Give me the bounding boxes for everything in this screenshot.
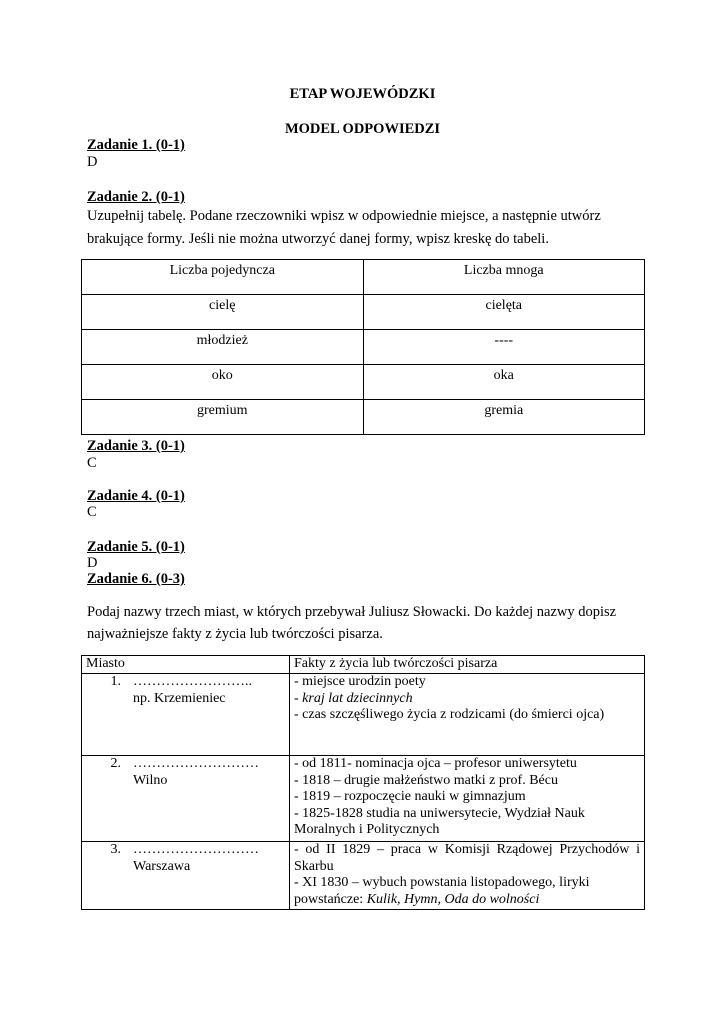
facts-cell — [290, 756, 645, 842]
table-row — [82, 674, 645, 756]
fact-line: - 1818 – drugie małżeństwo matki z prof. Bécu — [294, 772, 558, 788]
row-number: 1. — [110, 674, 121, 689]
city-cell — [82, 842, 290, 910]
table-header-row — [82, 656, 645, 674]
fact-line: - XI 1830 – wybuch powstania listopadowego, liryki — [294, 875, 590, 890]
zadanie-6-title: Zadanie 6. (0-3) — [87, 571, 185, 587]
zadanie-4-title: Zadanie 4. (0-1) — [87, 488, 185, 504]
zadanie-6-instruction-2: najważniejsze fakty z życia lub twórczości pisarza. — [87, 626, 383, 642]
table-row — [82, 330, 645, 365]
fact-line: - czas szczęśliwego życia z rodzicami (do śmierci ojca) — [294, 707, 605, 722]
header-city: Miasto — [82, 656, 290, 674]
fact-line: - 1825-1828 studia na uniwersytecie, Wydział Nauk — [294, 805, 585, 821]
cities-table — [81, 655, 645, 910]
table-cell: oka — [363, 365, 645, 400]
table-cell: cielę — [82, 295, 364, 330]
dots: …………………….. — [133, 674, 252, 689]
table-row — [82, 400, 645, 435]
fact-line: - od II 1829 – praca w Komisji Rządowej Przychodów i — [294, 842, 640, 857]
page-title: ETAP WOJEWÓDZKI — [289, 86, 436, 102]
city-cell — [82, 756, 290, 842]
city-cell — [82, 674, 290, 756]
zadanie-2-title: Zadanie 2. (0-1) — [87, 189, 185, 205]
zadanie-3-title: Zadanie 3. (0-1) — [87, 438, 185, 454]
zadanie-5-title: Zadanie 5. (0-1) — [87, 539, 185, 555]
table-cell: ---- — [363, 330, 645, 365]
table-cell: cielęta — [363, 295, 645, 330]
city-name: np. Krzemieniec — [133, 690, 226, 706]
fact-line: - miejsce urodzin poety — [294, 674, 426, 689]
header-plural: Liczba mnoga — [363, 260, 645, 295]
city-name: Warszawa — [133, 858, 191, 874]
fact-line — [294, 892, 640, 909]
table-header-row — [82, 260, 645, 295]
table-row — [82, 295, 645, 330]
header-facts: Fakty z życia lub twórczości pisarza — [290, 656, 645, 674]
fact-line: Moralnych i Politycznych — [294, 822, 440, 837]
zadanie-6-instruction-1: Podaj nazwy trzech miast, w których przebywał Juliusz Słowacki. Do każdej nazwy dopisz — [87, 604, 617, 620]
row-number: 3. — [110, 842, 121, 857]
zadanie-3-answer: C — [87, 455, 97, 471]
header-singular: Liczba pojedyncza — [82, 260, 364, 295]
table-cell: oko — [82, 365, 364, 400]
zadanie-2-instruction-2: brakujące formy. Jeśli nie można utworzyć danej formy, wpisz kreskę do tabeli. — [87, 231, 549, 247]
table-row — [82, 365, 645, 400]
table-cell: młodzież — [82, 330, 364, 365]
zadanie-1-title: Zadanie 1. (0-1) — [87, 137, 185, 153]
fact-text: powstańcze: — [294, 891, 367, 907]
facts-cell — [290, 842, 645, 910]
facts-cell — [290, 674, 645, 756]
fact-line: - kraj lat dziecinnych — [294, 690, 413, 706]
zadanie-5-answer: D — [87, 555, 98, 571]
city-name: Wilno — [133, 772, 168, 788]
table-cell: gremium — [82, 400, 364, 435]
fact-line: - od 1811- nominacja ojca – profesor uniwersytetu — [294, 756, 577, 771]
table-row — [82, 756, 645, 842]
dots: ……………………… — [133, 756, 259, 771]
fact-line: - 1819 – rozpoczęcie nauki w gimnazjum — [294, 789, 526, 804]
table-row — [82, 842, 645, 910]
row-number: 2. — [110, 756, 121, 771]
fact-line: Skarbu — [294, 858, 334, 874]
zadanie-4-answer: C — [87, 504, 97, 520]
works-titles: Kulik, Hymn, Oda do wolności — [366, 891, 540, 907]
page-subtitle: MODEL ODPOWIEDZI — [284, 121, 441, 137]
zadanie-2-instruction-1: Uzupełnij tabelę. Podane rzeczowniki wpisz w odpowiednie miejsce, a następnie utwórz — [87, 208, 601, 224]
table-cell: gremia — [363, 400, 645, 435]
dots: ……………………… — [133, 842, 259, 857]
noun-table — [81, 259, 645, 435]
zadanie-1-answer: D — [87, 154, 98, 170]
